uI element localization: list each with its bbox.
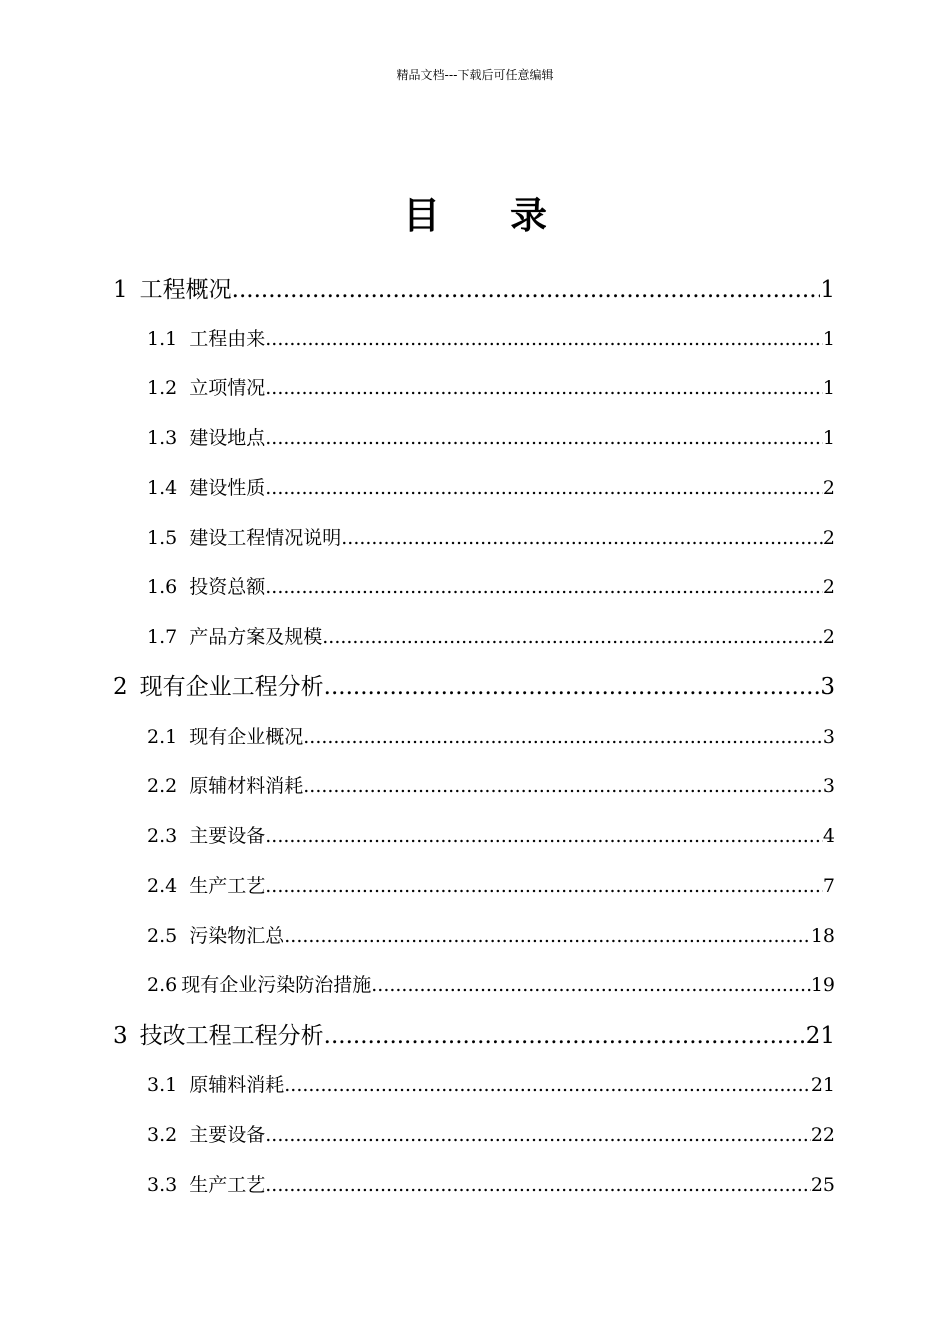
toc-entry-page: 3: [822, 726, 835, 748]
toc-entry-page: 4: [822, 825, 835, 847]
toc-entry-label: 原辅材料消耗: [189, 775, 304, 797]
toc-entry[interactable]: [147, 921, 835, 951]
toc-entry-number: 1.6: [147, 576, 178, 598]
toc-dot-leader: [265, 324, 823, 354]
toc-dot-leader: [371, 970, 811, 1000]
toc-entry[interactable]: [147, 970, 835, 1000]
toc-entry-number: 1.2: [147, 377, 178, 399]
toc-entry-page: 7: [822, 875, 835, 897]
toc-entry-number: 1.3: [147, 427, 178, 449]
toc-entry-page: 2: [822, 527, 835, 549]
toc-entry[interactable]: [147, 622, 835, 652]
toc-entry-page: 3: [820, 674, 835, 700]
toc-entry-number: 2.6: [147, 974, 178, 996]
toc-entry-page: 1: [822, 427, 835, 449]
toc-dot-leader: [265, 423, 823, 453]
toc-entry-page: 2: [822, 626, 835, 648]
toc-entry[interactable]: [147, 1170, 835, 1200]
toc-entry-page: 18: [810, 925, 835, 947]
toc-entry-label: 生产工艺: [189, 1174, 266, 1196]
toc-dot-leader: [303, 722, 823, 752]
toc-entry-label: 投资总额: [189, 576, 266, 598]
toc-dot-leader: [341, 523, 823, 553]
toc-title: 目录: [403, 194, 617, 237]
toc-entry-label: 主要设备: [189, 1124, 266, 1146]
toc-entry[interactable]: [147, 771, 835, 801]
toc-entry-number: 3.3: [147, 1174, 178, 1196]
toc-entry-label: 现有企业工程分析: [139, 674, 324, 700]
toc-entry[interactable]: [147, 1120, 835, 1150]
toc-entry[interactable]: [147, 473, 835, 503]
toc-entry[interactable]: [147, 1070, 835, 1100]
toc-entry-label: 建设性质: [189, 477, 266, 499]
toc-entry-number: 1: [113, 277, 128, 303]
toc-dot-leader: [265, 373, 823, 403]
toc-entry-number: 3.2: [147, 1124, 178, 1146]
toc-dot-leader: [265, 1170, 811, 1200]
toc-entry-label: 技改工程工程分析: [139, 1023, 324, 1049]
toc-dot-leader: [284, 921, 811, 951]
toc-entry-label: 生产工艺: [189, 875, 266, 897]
toc-entry-number: 2.2: [147, 775, 178, 797]
toc-entry-page: 3: [822, 775, 835, 797]
toc-entry[interactable]: [147, 871, 835, 901]
toc-dot-leader: [265, 473, 823, 503]
toc-entry-label: 工程由来: [189, 328, 266, 350]
toc-entry-number: 2.3: [147, 825, 178, 847]
toc-entry-number: 1.5: [147, 527, 178, 549]
toc-entry-page: 22: [810, 1124, 835, 1146]
toc-entry[interactable]: [147, 523, 835, 553]
toc-entry-page: 1: [822, 377, 835, 399]
toc-entry-label: 现有企业污染防治措施: [181, 974, 372, 996]
toc-dot-leader: [265, 572, 823, 602]
toc-entry-page: 1: [822, 328, 835, 350]
toc-entry[interactable]: [113, 1019, 835, 1053]
toc-entry-number: 3: [113, 1023, 128, 1049]
toc-entry-page: 1: [820, 277, 835, 303]
toc-entry[interactable]: [147, 722, 835, 752]
toc-entry-label: 立项情况: [189, 377, 266, 399]
toc-entry[interactable]: [113, 273, 835, 307]
toc-entry-label: 工程概况: [139, 277, 232, 303]
toc-entry-page: 21: [810, 1074, 835, 1096]
toc-entry[interactable]: [147, 572, 835, 602]
toc-entry-label: 现有企业概况: [189, 726, 304, 748]
toc-entry-number: 2: [113, 674, 128, 700]
toc-entry[interactable]: [147, 423, 835, 453]
toc-entry-number: 3.1: [147, 1074, 178, 1096]
toc-entry-page: 21: [805, 1023, 835, 1049]
toc-dot-leader: [324, 1019, 806, 1053]
toc-entry-page: 2: [822, 576, 835, 598]
toc-entry[interactable]: [147, 373, 835, 403]
toc-entry-label: 建设地点: [189, 427, 266, 449]
toc-dot-leader: [265, 871, 823, 901]
toc-dot-leader: [303, 771, 823, 801]
toc-entry-page: 19: [810, 974, 835, 996]
toc-entry-number: 1.7: [147, 626, 178, 648]
toc-entry[interactable]: [147, 821, 835, 851]
toc-entry-number: 1.4: [147, 477, 178, 499]
toc-entry-number: 2.5: [147, 925, 178, 947]
toc-entry-label: 污染物汇总: [189, 925, 285, 947]
toc-dot-leader: [265, 1120, 811, 1150]
toc-entry-number: 2.4: [147, 875, 178, 897]
toc-entry-label: 产品方案及规模: [189, 626, 323, 648]
toc-entry-page: 25: [810, 1174, 835, 1196]
toc-dot-leader: [324, 670, 821, 704]
toc-dot-leader: [284, 1070, 811, 1100]
toc-entry-number: 1.1: [147, 328, 178, 350]
toc-entry-label: 建设工程情况说明: [189, 527, 342, 549]
toc-entry[interactable]: [113, 670, 835, 704]
toc-entry[interactable]: [147, 324, 835, 354]
toc-entry-label: 原辅料消耗: [189, 1074, 285, 1096]
toc-entry-page: 2: [822, 477, 835, 499]
toc-entry-number: 2.1: [147, 726, 178, 748]
toc-entry-label: 主要设备: [189, 825, 266, 847]
toc-dot-leader: [322, 622, 823, 652]
page-header: 精品文档---下载后可任意编辑: [396, 68, 554, 82]
toc-dot-leader: [265, 821, 823, 851]
toc-dot-leader: [232, 273, 821, 307]
